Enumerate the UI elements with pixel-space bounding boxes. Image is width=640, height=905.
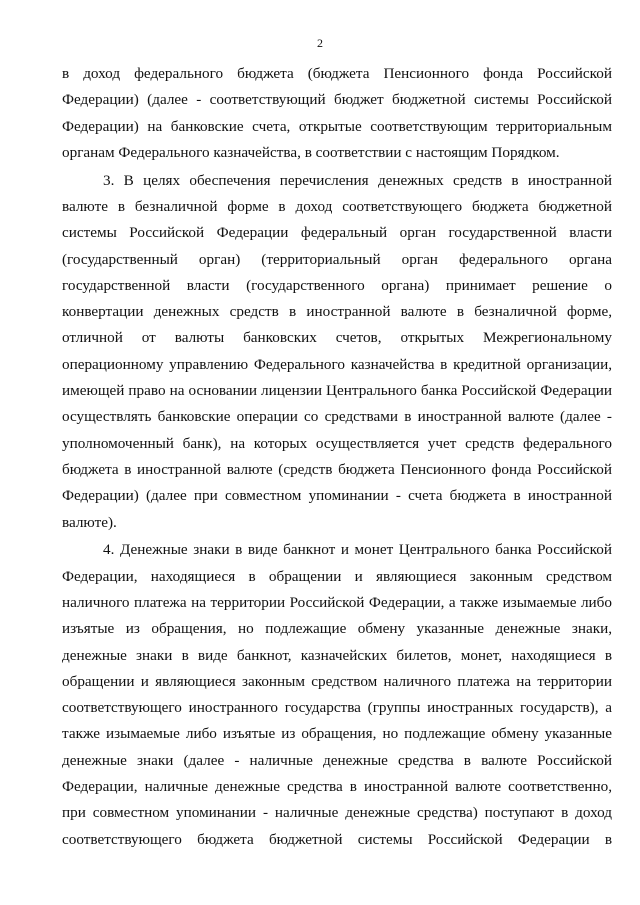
document-body	[62, 61, 612, 853]
paragraph-continuation: в доход федерального бюджета (бюджета Пенсионного фонда Российской Федерации) (далее - соответствующий бюджет бюджетной системы Российской Федерации) на банковские счета, открытые соответствующим территориальным органам Федерального казначейства, в соответствии с настоящим Порядком.	[62, 65, 612, 161]
page-number: 2	[317, 36, 323, 50]
paragraph-4: 4. Денежные знаки в виде банкнот и монет Центрального банка Российской Федерации, находящиеся в обращении и являющиеся законным средством наличного платежа на территории Российской Федерации, а также изымаемые либо изъятые из обращения, но подлежащие обмену указанные денежные знаки, денежные знаки в виде банкнот, казначейских билетов, монет, находящиеся в обращении и являющиеся законным средством наличного платежа на территории соответствующего иностранного государства (группы иностранных государств), а также изымаемые либо изъятые из обращения, но подлежащие обмену указанные денежные знаки (далее - наличные денежные средства в валюте Российской Федерации, наличные денежные средства в иностранной валюте соответственно, при совместном упоминании - наличные денежные средства) поступают в доход соответствующего бюджета бюджетной системы Российской Федерации в	[62, 541, 612, 848]
paragraph-3: 3. В целях обеспечения перечисления денежных средств в иностранной валюте в безналичной форме в доход соответствующего бюджета бюджетной системы Российской Федерации федеральный орган государственной власти (государственный орган) (территориальный орган федерального органа государственной власти (государственного органа) принимает решение о конвертации денежных средств в иностранной валюте в безналичной форме, отличной от валюты банковских счетов, открытых Межрегиональному операционному управлению Федерального казначейства в кредитной организации, имеющей право на основании лицензии Центрального банка Российской Федерации осуществлять банковские операции со средствами в иностранной валюте (далее - уполномоченный банк), на которых осуществляется учет средств федерального бюджета в иностранной валюте (средств бюджета Пенсионного фонда Российской Федерации) (далее при совместном упоминании - счета бюджета в иностранной валюте).	[62, 171, 612, 531]
